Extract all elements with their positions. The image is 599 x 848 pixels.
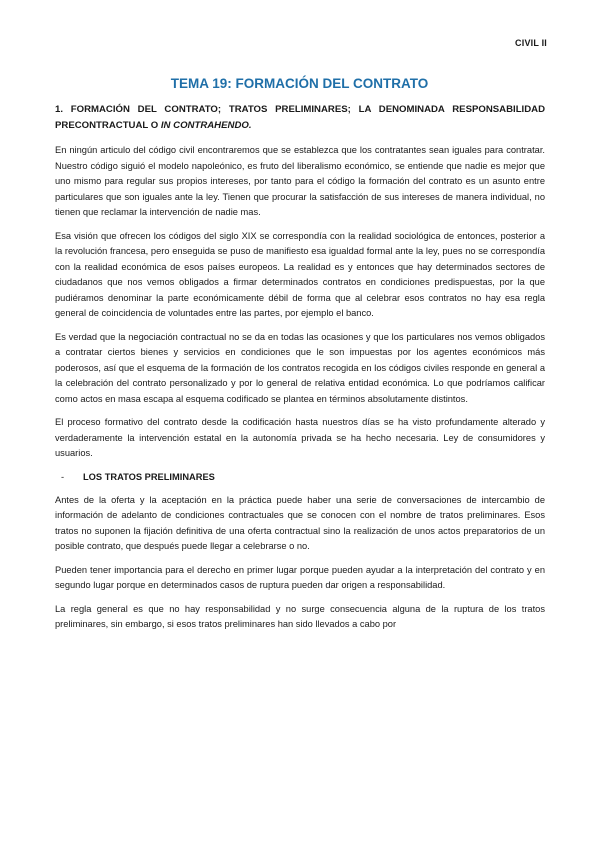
section-heading [55,102,545,133]
document-body [55,102,545,641]
paragraph-7: La regla general es que no hay responsabilidad y no surge consecuencia alguna de la ruptura de los tratos preliminares, sin embargo, si esos tratos preliminares han sido llevados a cabo por [55,603,545,629]
header-subject-tag: CIVIL II [515,38,547,48]
subsection-heading: LOS TRATOS PRELIMINARES [83,471,215,482]
paragraph-4: El proceso formativo del contrato desde la codificación hasta nuestros días se ha visto profundamente alterado y verdaderamente la intervención estatal en la autonomía privada se ha hecho necesaria. Ley de consumidores y usuarios. [55,417,545,458]
paragraph-3: Es verdad que la negociación contractual no se da en todas las ocasiones y que los particulares nos vemos obligados a contratar ciertos bienes y servicios en condiciones que le son impuestas por los agentes económicos más poderosos, así que el esquema de la formación de los contratos recogida en los códigos civiles responde en general a la celebración del contrato personalizado y por lo general de relativa entidad económica. Lo que podríamos calificar como actos en masa escapa al esquema codificado se plantea en términos absolutamente distintos. [55,331,545,404]
paragraph-1: En ningún articulo del código civil encontraremos que se establezca que los contratantes sean iguales para contratar. Nuestro código siguió el modelo napoleónico, es fruto del liberalismo económico, se entiende que nadie es mejor que uno mismo para regular sus propios intereses, por tanto para el código la formación del contrato es un asunto entre particulares que son iguales ante la ley. Tienen que procurar la satisfacción de sus intereses de manera individual, no tienen que reclamar la intervención de nadie mas. [55,145,545,217]
subsection-bullet [61,470,545,485]
paragraph-2: Esa visión que ofrecen los códigos del siglo XIX se correspondía con la realidad sociológica de entonces, posterior a la revolución francesa, pero enseguida se puso de manifiesto esa igualdad formal ante la ley, pues no se correspondía con la realidad económica de esos países europeos. La realidad es y entonces que hay determinados sectores de ciudadanos que nos vemos obligados a firmar determinados contratos en condiciones predispuestas, por la que pudiéramos denominar la parte económicamente débil de forma que al celebrar esos contratos no hay esa regla general de coincidencia de voluntades entre las partes, por ejemplo el banco. [55,230,545,318]
page-title: TEMA 19: FORMACIÓN DEL CONTRATO [170,76,429,91]
paragraph-6: Pueden tener importancia para el derecho en primer lugar porque pueden ayudar a la interpretación del contrato y en segundo lugar porque en determinados casos de ruptura pueden dar origen a responsabilidad. [55,564,545,590]
bullet-dash: - [61,471,65,482]
section-heading-italic: IN CONTRAHENDO. [160,119,252,131]
paragraph-5: Antes de la oferta y la aceptación en la práctica puede haber una serie de conversaciones de intercambio de información de adelanto de condiciones contractuales que se conocen con el nombre de tratos preliminares. Esos tratos no suponen la fijación definitiva de una oferta contractual sino la realización de unos actos preparatorios de un posible contrato, que después puede llegar a celebrarse o no. [55,494,545,551]
section-heading-main: 1. FORMACIÓN DEL CONTRATO; TRATOS PRELIMINARES; LA DENOMINADA RESPONSABILIDAD PRECONTRACTUAL O [55,104,545,131]
